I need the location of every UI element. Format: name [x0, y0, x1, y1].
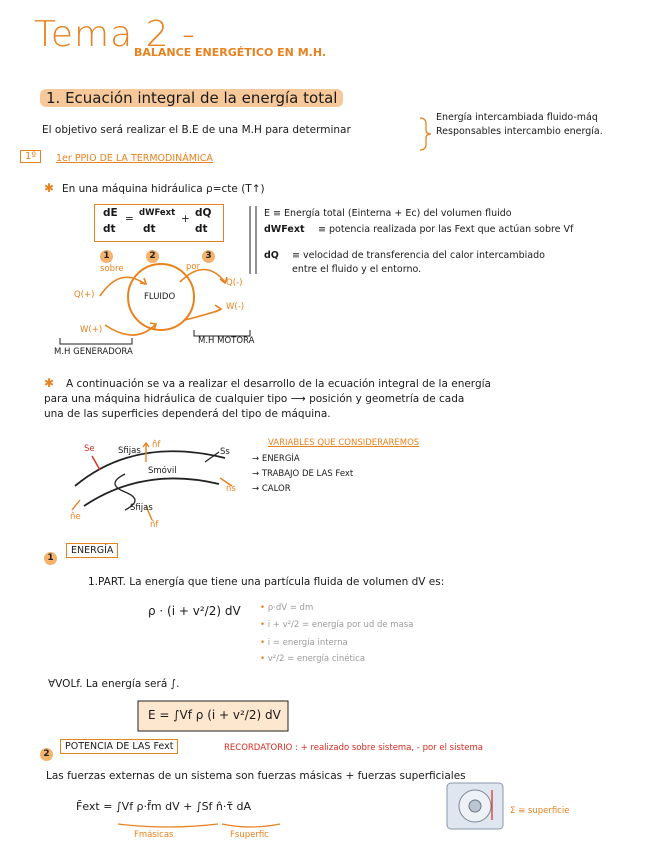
eq-term-3: 3	[202, 250, 215, 263]
cycle-q-minus: Q(-)	[226, 278, 243, 288]
potencia-eq: F̄ext = ∫Vf ρ·f̄m dV + ∫Sf n̂·τ̃ dA	[76, 800, 252, 813]
def-work-symbol: dWFext	[264, 224, 305, 235]
eq-dt3: dt	[195, 223, 208, 235]
principle-label: 1er PPIO DE LA TERMODINÁMICA	[56, 153, 213, 164]
energia-line: 1.PART. La energía que tiene una partícula fluida de volumen dV es:	[88, 576, 445, 588]
potencia-line: Las fuerzas externas de un sistema son fuerzas másicas + fuerzas superficiales	[46, 770, 466, 782]
cycle-q-plus: Q(+)	[74, 290, 95, 300]
eq-de: dE	[103, 207, 118, 219]
cycle-por: por	[186, 262, 201, 272]
eq-dq: dQ	[195, 207, 212, 219]
def-heat-symbol: dQ	[264, 250, 279, 261]
surf-sfijas-bot: Sfijas	[130, 503, 153, 513]
potencia-superf: Fsuperfic	[230, 830, 269, 840]
bullet-star-2: ✱	[44, 376, 55, 390]
surf-sfijas-top: Sfijas	[118, 446, 141, 456]
energia-note-3: • v²/2 = energía cinética	[260, 654, 366, 664]
potencia-number: 2	[40, 748, 53, 761]
energia-note-2: • i = energía interna	[260, 638, 348, 648]
principle-number: 1º	[20, 150, 41, 163]
energia-note-1: • i + v²/2 = energía por ud de masa	[260, 620, 414, 630]
energia-vol: ∀VOLf. La energía será ∫.	[48, 678, 180, 690]
energia-expr: ρ · (i + v²/2) dV	[148, 604, 241, 618]
objective-right-2: Responsables intercambio energía.	[436, 126, 603, 137]
energia-integral: E = ∫Vf ρ (i + v²/2) dV	[148, 708, 281, 722]
section-heading	[40, 89, 343, 107]
objective-text: El objetivo será realizar el B.E de una M.H para determinar	[42, 124, 351, 136]
energia-label: ENERGÍA	[66, 543, 118, 558]
potencia-masicas: Fmásicas	[134, 830, 174, 840]
energia-note-1-text: i + v²/2 = energía por ud de masa	[267, 620, 414, 630]
variables-item-1-text: TRABAJO DE LAS Fext	[261, 469, 354, 479]
eq-dw: dWFext	[139, 208, 176, 218]
surf-nf-top: n̂f	[152, 440, 161, 450]
surf-ss: Ss	[220, 447, 230, 457]
variables-item-0-text: ENERGÍA	[261, 454, 300, 464]
bullet2-line1: A continuación se va a realizar el desarrollo de la ecuación integral de la energía	[66, 378, 491, 390]
bullet1-text: En una máquina hidráulica ρ=cte (T↑)	[62, 183, 265, 195]
bullet2-line2: para una máquina hidráulica de cualquier tipo ⟶ posición y geometría de cada	[44, 393, 465, 405]
bullet-star: ✱	[44, 181, 55, 195]
label-generadora: M.H GENERADORA	[54, 347, 133, 357]
surf-ne: n̂e	[70, 512, 81, 522]
energia-note-3-text: v²/2 = energía cinética	[267, 654, 366, 664]
potencia-reminder: RECORDATORIO : + realizado sobre sistema, - por el sistema	[224, 743, 483, 753]
variables-item-2-text: CALOR	[261, 484, 291, 494]
section-heading-text: 1. Ecuación integral de la energía total	[40, 89, 343, 107]
surf-se: Se	[84, 444, 95, 454]
def-heat-2: entre el fluido y el entorno.	[292, 264, 422, 275]
variables-title: VARIABLES QUE CONSIDERAREMOS	[268, 438, 420, 448]
variables-item-0: → ENERGÍA	[252, 454, 300, 464]
def-heat: ≡ velocidad de transferencia del calor intercambiado	[292, 250, 545, 261]
energia-note-0: • ρ·dV = dm	[260, 603, 314, 613]
energy-equation: dE dt = dWFext dt + dQ dt	[94, 204, 224, 242]
surf-nf-bot: n̂f	[150, 520, 159, 530]
eq-dt1: dt	[103, 223, 116, 235]
energia-note-0-text: ρ·dV = dm	[267, 603, 314, 613]
variables-item-1: → TRABAJO DE LAS Fext	[252, 469, 354, 479]
bullet2-line3: una de las superficies dependerá del tipo de máquina.	[44, 408, 331, 420]
label-motora: M.H MOTORA	[198, 336, 255, 346]
cycle-sobre: sobre	[100, 264, 124, 274]
eq-term-2: 2	[146, 250, 159, 263]
cycle-w-minus: W(-)	[226, 302, 245, 312]
potencia-sigma: Σ ≡ superficie	[510, 806, 570, 816]
energia-note-2-text: i = energía interna	[267, 638, 348, 648]
variables-item-2: → CALOR	[252, 484, 291, 494]
eq-term-1: 1	[100, 250, 113, 263]
energia-number: 1	[44, 552, 57, 565]
cycle-fluido: FLUIDO	[144, 292, 176, 302]
eq-dt2: dt	[143, 223, 156, 235]
def-work: ≡ potencia realizada por las Fext que actúan sobre Vf	[318, 224, 574, 235]
surf-smovil: Smóvil	[148, 466, 177, 476]
objective-right-1: Energía intercambiada fluido-máq	[436, 112, 598, 123]
def-energy: E ≡ Energía total (Einterna + Ec) del volumen fluido	[264, 208, 512, 219]
page-title: Tema 2 -	[34, 14, 196, 55]
potencia-label: POTENCIA DE LAS Fext	[60, 739, 178, 754]
cycle-w-plus: W(+)	[80, 325, 103, 335]
surf-ns: n̂s	[226, 484, 236, 494]
page-subtitle: BALANCE ENERGÉTICO EN M.H.	[134, 46, 327, 59]
